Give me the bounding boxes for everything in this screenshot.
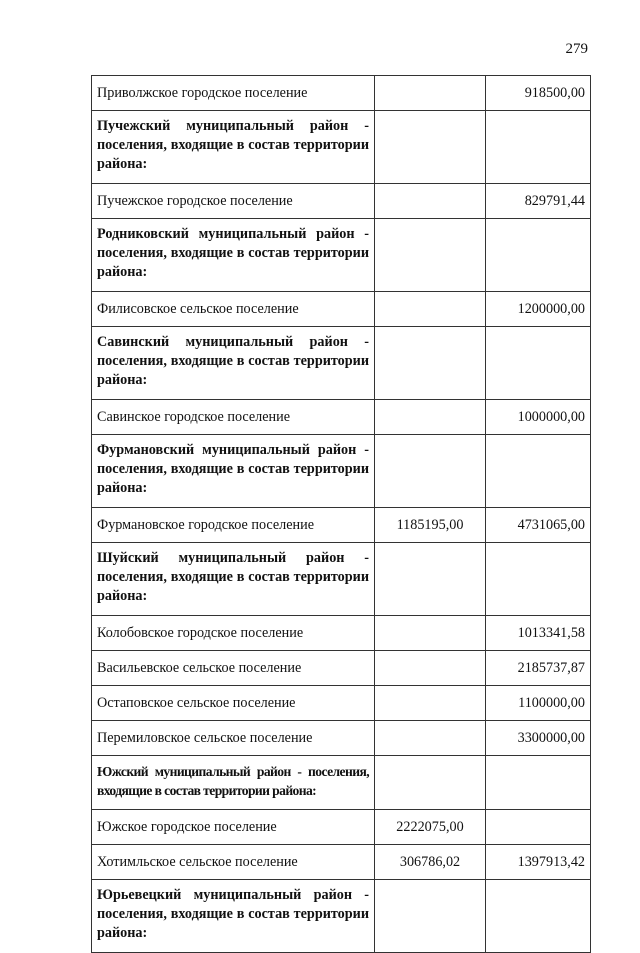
amount-cell-col3: 4731065,00 bbox=[486, 508, 591, 543]
amount-cell-col2 bbox=[375, 880, 486, 953]
table-body bbox=[92, 76, 591, 953]
amount-cell-col3: 3300000,00 bbox=[486, 721, 591, 756]
amount-cell-col3 bbox=[486, 435, 591, 508]
table-row bbox=[92, 508, 591, 543]
amount-cell-col2 bbox=[375, 327, 486, 400]
amount-cell-col3 bbox=[486, 327, 591, 400]
settlement-name-cell: Приволжское городское поселение bbox=[92, 76, 375, 111]
settlement-name-cell: Хотимльское сельское поселение bbox=[92, 845, 375, 880]
table-row bbox=[92, 686, 591, 721]
amount-cell-col2 bbox=[375, 76, 486, 111]
settlement-name-cell: Пучежское городское поселение bbox=[92, 184, 375, 219]
settlement-name-cell: Перемиловское сельское поселение bbox=[92, 721, 375, 756]
table-row bbox=[92, 184, 591, 219]
settlement-name-cell: Филисовское сельское поселение bbox=[92, 292, 375, 327]
settlement-name-cell: Савинское городское поселение bbox=[92, 400, 375, 435]
table-row bbox=[92, 616, 591, 651]
amount-cell-col3 bbox=[486, 219, 591, 292]
settlement-name-cell: Южское городское поселение bbox=[92, 810, 375, 845]
amount-cell-col3: 1100000,00 bbox=[486, 686, 591, 721]
amount-cell-col2 bbox=[375, 686, 486, 721]
amount-cell-col2 bbox=[375, 219, 486, 292]
district-header-cell: Южский муниципальный район - поселения, входящие в состав территории района: bbox=[92, 756, 375, 810]
amount-cell-col3 bbox=[486, 111, 591, 184]
district-header-cell: Шуйский муниципальный район - поселения, входящие в состав территории района: bbox=[92, 543, 375, 616]
page-number: 279 bbox=[565, 41, 588, 57]
amount-cell-col2 bbox=[375, 651, 486, 686]
amount-cell-col3: 1000000,00 bbox=[486, 400, 591, 435]
amount-cell-col3: 829791,44 bbox=[486, 184, 591, 219]
amount-cell-col3: 1200000,00 bbox=[486, 292, 591, 327]
table-row bbox=[92, 810, 591, 845]
amount-cell-col3: 1013341,58 bbox=[486, 616, 591, 651]
settlements-table bbox=[91, 75, 591, 953]
district-header-cell: Родниковский муниципальный район - поселения, входящие в состав территории района: bbox=[92, 219, 375, 292]
table-row bbox=[92, 721, 591, 756]
amount-cell-col2: 306786,02 bbox=[375, 845, 486, 880]
table-row bbox=[92, 845, 591, 880]
amount-cell-col3: 1397913,42 bbox=[486, 845, 591, 880]
amount-cell-col2 bbox=[375, 756, 486, 810]
district-header-row bbox=[92, 543, 591, 616]
table-row bbox=[92, 400, 591, 435]
amount-cell-col2 bbox=[375, 616, 486, 651]
amount-cell-col2 bbox=[375, 400, 486, 435]
amount-cell-col2 bbox=[375, 543, 486, 616]
district-header-cell: Фурмановский муниципальный район - поселения, входящие в состав территории района: bbox=[92, 435, 375, 508]
table-row bbox=[92, 292, 591, 327]
amount-cell-col3: 918500,00 bbox=[486, 76, 591, 111]
table-row bbox=[92, 651, 591, 686]
district-header-cell: Юрьевецкий муниципальный район - поселения, входящие в состав территории района: bbox=[92, 880, 375, 953]
district-header-row bbox=[92, 327, 591, 400]
amount-cell-col2 bbox=[375, 292, 486, 327]
amount-cell-col2 bbox=[375, 721, 486, 756]
settlement-name-cell: Колобовское городское поселение bbox=[92, 616, 375, 651]
amount-cell-col2: 1185195,00 bbox=[375, 508, 486, 543]
amount-cell-col2 bbox=[375, 435, 486, 508]
table-row bbox=[92, 76, 591, 111]
settlement-name-cell: Фурмановское городское поселение bbox=[92, 508, 375, 543]
amount-cell-col3 bbox=[486, 543, 591, 616]
amount-cell-col3 bbox=[486, 810, 591, 845]
district-header-row bbox=[92, 880, 591, 953]
district-header-row bbox=[92, 756, 591, 810]
amount-cell-col2: 2222075,00 bbox=[375, 810, 486, 845]
amount-cell-col3 bbox=[486, 880, 591, 953]
settlement-name-cell: Васильевское сельское поселение bbox=[92, 651, 375, 686]
settlement-name-cell: Остаповское сельское поселение bbox=[92, 686, 375, 721]
amount-cell-col3 bbox=[486, 756, 591, 810]
amount-cell-col2 bbox=[375, 111, 486, 184]
district-header-cell: Савинский муниципальный район - поселения, входящие в состав территории района: bbox=[92, 327, 375, 400]
district-header-row bbox=[92, 219, 591, 292]
district-header-row bbox=[92, 435, 591, 508]
district-header-cell: Пучежский муниципальный район - поселения, входящие в состав территории района: bbox=[92, 111, 375, 184]
amount-cell-col2 bbox=[375, 184, 486, 219]
district-header-row bbox=[92, 111, 591, 184]
amount-cell-col3: 2185737,87 bbox=[486, 651, 591, 686]
